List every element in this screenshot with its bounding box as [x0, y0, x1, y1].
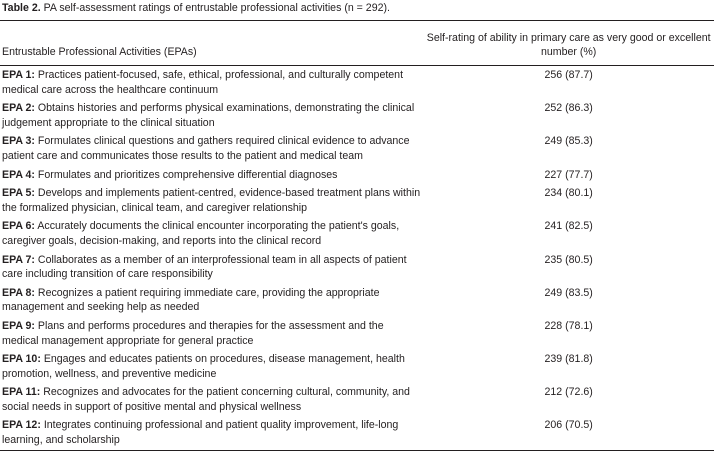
epa-label: EPA 3:: [2, 135, 35, 148]
epa-label: EPA 7:: [2, 253, 35, 266]
table-row: [0, 66, 714, 100]
rating-value: 256 (87.7): [544, 69, 593, 81]
epa-cell: [0, 284, 423, 317]
epa-cell: [0, 217, 423, 250]
epa-description: Integrates continuing professional and patient quality improvement, life-long learning, and scholarship: [2, 419, 399, 447]
table-body: [0, 66, 714, 451]
rating-value: 206 (70.5): [544, 419, 593, 432]
epa-cell: [0, 383, 423, 416]
table-row: [0, 99, 714, 132]
epa-cell: [0, 99, 423, 132]
table-row: [0, 350, 714, 383]
epa-cell: [0, 184, 423, 217]
epa-label: EPA 12:: [2, 419, 41, 432]
rating-value: 228 (78.1): [544, 319, 593, 332]
epa-description: Collaborates as a member of an interprofessional team in all aspects of patient care including transition of care responsibility: [2, 253, 407, 281]
epa-label: EPA 2:: [2, 102, 35, 115]
rating-value: 227 (77.7): [544, 168, 593, 181]
epa-description: Recognizes a patient requiring immediate care, providing the appropriate management and seeking help as needed: [2, 286, 380, 314]
epa-label: EPA 11:: [2, 386, 41, 399]
table-row: [0, 416, 714, 450]
epa-description: Engages and educates patients on procedures, disease management, health promotion, wellness, and preventive medicine: [2, 353, 405, 380]
epa-label: EPA 5:: [2, 187, 35, 200]
table-row: [0, 284, 714, 317]
rating-value: 235 (80.5): [544, 253, 593, 266]
header-rating: Self-rating of ability in primary care as very good or excellent number (%): [426, 32, 711, 58]
epa-description: Obtains histories and performs physical examinations, demonstrating the clinical judgement appropriate to the clinical situation: [2, 102, 415, 129]
epa-description: Develops and implements patient-centred, evidence-based treatment plans within the formalized physician, clinical team, and caregiver relationship: [2, 187, 421, 214]
epa-cell: [0, 66, 423, 100]
epa-table: [0, 20, 714, 451]
epa-label: EPA 6:: [2, 220, 35, 233]
table-row: [0, 166, 714, 185]
header-epa: Entrustable Professional Activities (EPAs): [2, 46, 197, 58]
epa-description: Formulates and prioritizes comprehensive differential diagnoses: [37, 168, 338, 181]
epa-cell: [0, 317, 423, 350]
epa-cell: [0, 416, 423, 450]
epa-cell: [0, 132, 423, 165]
table-row: [0, 132, 714, 165]
epa-cell: [0, 166, 423, 185]
caption-text: PA self-assessment ratings of entrustable professional activities (n = 292).: [43, 2, 390, 14]
rating-value: 249 (85.3): [544, 135, 593, 148]
epa-description: Practices patient-focused, safe, ethical, professional, and culturally competent medical care across the healthcare continuum: [2, 69, 404, 96]
rating-value: 252 (86.3): [544, 102, 593, 115]
epa-label: EPA 4:: [2, 168, 35, 181]
rating-value: 241 (82.5): [544, 220, 593, 233]
epa-label: EPA 10:: [2, 353, 41, 366]
header-row: [0, 21, 714, 66]
epa-label: EPA 1:: [2, 69, 35, 81]
rating-value: 234 (80.1): [544, 187, 593, 200]
epa-description: Recognizes and advocates for the patient concerning cultural, community, and social needs in support of positive mental and physical wellness: [2, 386, 410, 413]
rating-value: 212 (72.6): [544, 386, 593, 399]
epa-label: EPA 9:: [2, 319, 35, 332]
table-row: [0, 217, 714, 250]
rating-value: 249 (83.5): [544, 286, 593, 299]
epa-label: EPA 8:: [2, 286, 35, 299]
table-row: [0, 184, 714, 217]
rating-value: 239 (81.8): [544, 353, 593, 366]
table-row: [0, 251, 714, 284]
epa-cell: [0, 251, 423, 284]
epa-description: Plans and performs procedures and therapies for the assessment and the medical management appropriate for general practice: [2, 319, 384, 347]
epa-cell: [0, 350, 423, 383]
epa-description: Formulates clinical questions and gathers required clinical evidence to advance patient care and communicates those results to the patient and medical team: [2, 135, 410, 162]
epa-description: Accurately documents the clinical encounter incorporating the patient's goals, caregiver goals, decision-making, and reports into the clinical record: [2, 220, 400, 247]
table-row: [0, 383, 714, 416]
caption-label: Table 2.: [2, 2, 41, 14]
table-row: [0, 317, 714, 350]
table-caption: [2, 2, 390, 14]
